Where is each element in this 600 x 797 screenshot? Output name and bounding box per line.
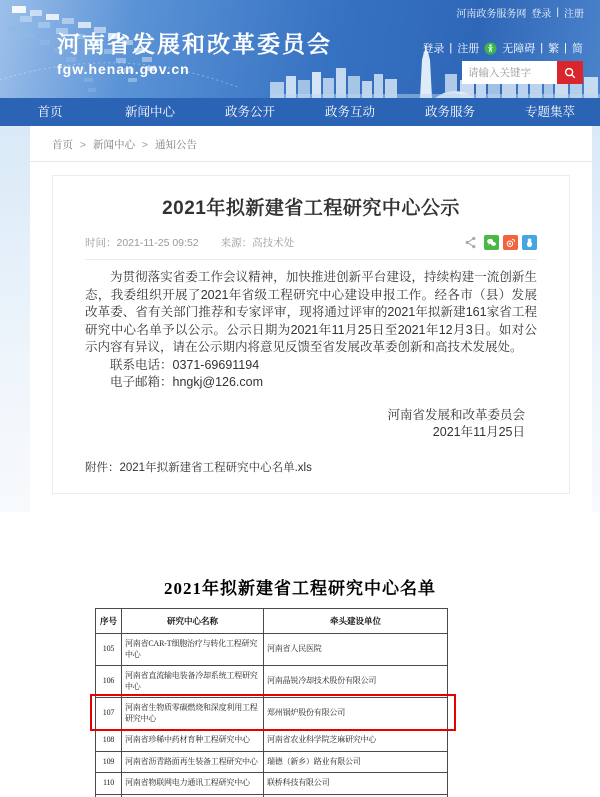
content-background bbox=[0, 126, 600, 512]
site-brand bbox=[57, 32, 332, 77]
site-title: 河南省发展和改革委员会 bbox=[57, 32, 332, 57]
row-name-cell: 河南省CAR-T细胞治疗与转化工程研究中心 bbox=[122, 634, 264, 666]
breadcrumb-notices[interactable]: 通知公告 bbox=[155, 139, 197, 151]
row-name-cell: 河南省沥青路面再生装备工程研究中心 bbox=[122, 751, 264, 773]
content-container bbox=[30, 126, 592, 512]
topbar bbox=[456, 5, 584, 20]
row-name-cell: 河南省珍稀中药材育种工程研究中心 bbox=[122, 730, 264, 752]
breadcrumb-separator: > bbox=[142, 139, 148, 151]
share-buttons bbox=[464, 235, 537, 250]
research-centers-table bbox=[95, 608, 448, 797]
attachment-preview-section bbox=[0, 512, 600, 797]
row-index-cell: 108 bbox=[96, 730, 122, 752]
search-button[interactable] bbox=[557, 61, 583, 84]
accessibility-icon[interactable] bbox=[484, 42, 497, 55]
main-navigation bbox=[0, 98, 600, 126]
header-center-name: 研究中心名称 bbox=[122, 609, 264, 634]
banner-login-link[interactable]: 登录 bbox=[422, 40, 444, 56]
row-index-cell: 105 bbox=[96, 634, 122, 666]
utils-divider-1: | bbox=[449, 42, 452, 54]
utils-divider-3: | bbox=[564, 42, 567, 54]
article-time: 时间：2021-11-25 09:52 bbox=[85, 235, 199, 250]
nav-item-special-topics[interactable]: 专题集萃 bbox=[500, 98, 600, 126]
row-index-cell: 107 bbox=[96, 698, 122, 730]
table-row bbox=[96, 773, 448, 795]
contact-phone: 联系电话：0371-69691194 bbox=[85, 357, 537, 375]
topbar-login-link[interactable]: 登录 bbox=[531, 5, 551, 20]
header-lead-org: 牵头建设单位 bbox=[264, 609, 448, 634]
row-name-cell: 河南省生物质零碳燃烧和深度利用工程研究中心 bbox=[122, 698, 264, 730]
topbar-divider: | bbox=[556, 7, 559, 18]
qq-share-icon[interactable] bbox=[522, 235, 537, 250]
breadcrumb-home[interactable]: 首页 bbox=[52, 139, 73, 151]
signature-organization: 河南省发展和改革委员会 bbox=[85, 407, 525, 425]
article-meta bbox=[85, 235, 537, 260]
table-row bbox=[96, 751, 448, 773]
utils-divider-2: | bbox=[540, 42, 543, 54]
table-row bbox=[96, 698, 448, 730]
attachment-link[interactable]: 附件：2021年拟新建省工程研究中心名单.xls bbox=[85, 460, 312, 478]
row-org-cell: 河南晶锐冷却技术股份有限公司 bbox=[264, 666, 448, 698]
site-url: fgw.henan.gov.cn bbox=[57, 61, 332, 77]
table-row bbox=[96, 634, 448, 666]
breadcrumb bbox=[30, 126, 592, 162]
breadcrumb-separator: > bbox=[80, 139, 86, 151]
header-index: 序号 bbox=[96, 609, 122, 634]
table-row bbox=[96, 730, 448, 752]
nav-item-news[interactable]: 新闻中心 bbox=[100, 98, 200, 126]
row-name-cell: 河南省直流输电装备冷却系统工程研究中心 bbox=[122, 666, 264, 698]
nav-item-gov-interaction[interactable]: 政务互动 bbox=[300, 98, 400, 126]
article-card bbox=[52, 175, 570, 494]
article-body bbox=[85, 269, 537, 477]
article-source: 来源：高技术处 bbox=[221, 235, 295, 250]
simplified-chinese-link[interactable]: 简 bbox=[572, 40, 583, 56]
article-title: 2021年拟新建省工程研究中心公示 bbox=[85, 193, 537, 220]
table-wrap bbox=[95, 608, 447, 797]
topbar-register-link[interactable]: 注册 bbox=[564, 5, 584, 20]
row-org-cell: 河南省人民医院 bbox=[264, 634, 448, 666]
nav-item-gov-open[interactable]: 政务公开 bbox=[200, 98, 300, 126]
nav-item-home[interactable]: 首页 bbox=[0, 98, 100, 126]
accessibility-mode-link[interactable]: 无障碍 bbox=[502, 40, 535, 56]
row-index-cell: 106 bbox=[96, 666, 122, 698]
nav-item-gov-services[interactable]: 政务服务 bbox=[400, 98, 500, 126]
banner-register-link[interactable]: 注册 bbox=[457, 40, 479, 56]
breadcrumb-news-center[interactable]: 新闻中心 bbox=[93, 139, 135, 151]
results-table-body bbox=[96, 634, 448, 797]
signature-date: 2021年11月25日 bbox=[85, 424, 525, 442]
contact-email: 电子邮箱：hngkj@126.com bbox=[85, 374, 537, 392]
row-name-cell: 河南省物联网电力通讯工程研究中心 bbox=[122, 773, 264, 795]
topbar-service-site-link[interactable]: 河南政务服务网 bbox=[456, 5, 526, 20]
row-org-cell: 联桥科技有限公司 bbox=[264, 773, 448, 795]
row-org-cell: 瑞德（新乡）路业有限公司 bbox=[264, 751, 448, 773]
search-icon bbox=[563, 66, 577, 80]
table-title: 2021年拟新建省工程研究中心名单 bbox=[95, 574, 505, 599]
table-header-row bbox=[96, 609, 448, 634]
row-index-cell: 109 bbox=[96, 751, 122, 773]
row-org-cell: 河南省农业科学院芝麻研究中心 bbox=[264, 730, 448, 752]
banner-utilities bbox=[422, 40, 583, 56]
article-paragraph: 为贯彻落实省委工作会议精神，加快推进创新平台建设，持续构建一流创新生态，我委组织开展了2021年省级工程研究中心建设申报工作。经各市（县）发展改革委、省有关部门推荐和专家评审，现将通过评审的2021年拟新建161家省工程研究中心名单予以公示。公示日期为2021年11月25日至2021年12月3日。如对公示内容有异议，请在公示期内将意见反馈至省发展改革委创新和高技术发展处。 bbox=[85, 269, 537, 357]
site-banner bbox=[0, 0, 600, 98]
table-row bbox=[96, 666, 448, 698]
weibo-share-icon[interactable] bbox=[503, 235, 518, 250]
share-icon[interactable] bbox=[464, 236, 477, 249]
row-index-cell: 110 bbox=[96, 773, 122, 795]
wechat-share-icon[interactable] bbox=[484, 235, 499, 250]
row-org-cell: 郑州锅炉股份有限公司 bbox=[264, 698, 448, 730]
traditional-chinese-link[interactable]: 繁 bbox=[548, 40, 559, 56]
search-bar bbox=[462, 61, 583, 84]
search-input[interactable] bbox=[462, 61, 557, 84]
table-image bbox=[95, 574, 505, 797]
signature-block bbox=[85, 407, 537, 442]
